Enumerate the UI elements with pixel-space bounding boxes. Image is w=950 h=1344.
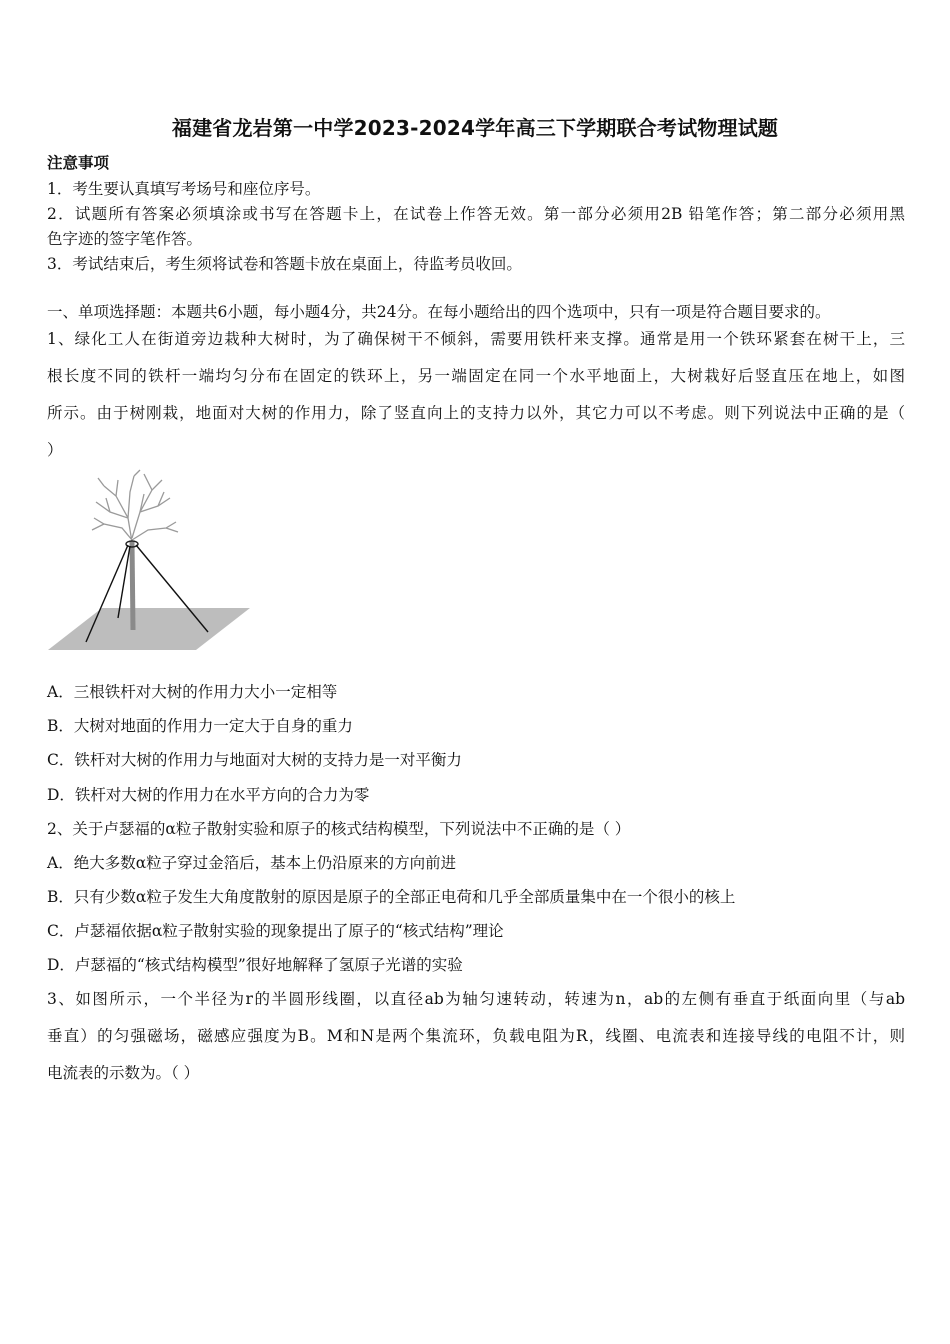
q1-option-a: A．三根铁杆对大树的作用力大小一定相等: [47, 683, 338, 701]
iron-rod-back: [118, 546, 130, 618]
tree-support-figure: [44, 468, 256, 656]
notice-item-1: 1．考生要认真填写考场号和座位序号。: [47, 180, 321, 198]
q2-option-d: D．卢瑟福的“核式结构模型”很好地解释了氢原子光谱的实验: [47, 956, 463, 974]
q1-line-2: 根长度不同的铁杆一端均匀分布在固定的铁环上，另一端固定在同一个水平地面上，大树栽好后竖直压在地上，如图: [47, 367, 905, 385]
tree-trunk: [132, 542, 133, 630]
q1-option-d: D．铁杆对大树的作用力在水平方向的合力为零: [47, 786, 370, 804]
notice-heading: 注意事项: [47, 153, 110, 172]
ground-plane: [48, 608, 250, 650]
tree-branches: [92, 470, 178, 542]
notice-item-2-cont: 色字迹的签字笔作答。: [47, 230, 203, 248]
q1-line-4: ）: [47, 441, 63, 459]
q2-option-b: B．只有少数α粒子发生大角度散射的原因是原子的全部正电荷和几乎全部质量集中在一个很小的核上: [47, 888, 736, 906]
q1-option-b: B．大树对地面的作用力一定大于自身的重力: [47, 717, 353, 735]
page-title: 福建省龙岩第一中学2023-2024学年高三下学期联合考试物理试题: [171, 116, 779, 140]
section1-heading: 一、单项选择题：本题共6小题，每小题4分，共24分。在每小题给出的四个选项中，只有一项是符合题目要求的。: [47, 303, 831, 321]
q2-option-c: C．卢瑟福依据α粒子散射实验的现象提出了原子的“核式结构”理论: [47, 922, 504, 940]
q1-option-c: C．铁杆对大树的作用力与地面对大树的支持力是一对平衡力: [47, 751, 462, 769]
q2-option-a: A．绝大多数α粒子穿过金箔后，基本上仍沿原来的方向前进: [47, 854, 457, 872]
q1-line-1: 1、绿化工人在街道旁边栽种大树时，为了确保树干不倾斜，需要用铁杆来支撑。通常是用一个铁环紧套在树干上，三: [47, 330, 905, 348]
q3-line-2: 垂直）的匀强磁场，磁感应强度为B。M和N是两个集流环，负载电阻为R，线圈、电流表和连接导线的电阻不计，则: [47, 1027, 905, 1045]
q1-line-3: 所示。由于树刚栽，地面对大树的作用力，除了竖直向上的支持力以外，其它力可以不考虑。则下列说法中正确的是（: [47, 404, 905, 422]
notice-item-2: 2．试题所有答案必须填涂或书写在答题卡上，在试卷上作答无效。第一部分必须用2B 铅笔作答；第二部分必须用黑: [47, 205, 905, 223]
q3-line-3: 电流表的示数为。（ ）: [47, 1064, 200, 1082]
tree-diagram: [44, 468, 256, 656]
notice-item-3: 3．考试结束后，考生须将试卷和答题卡放在桌面上，待监考员收回。: [47, 255, 522, 273]
q2-stem: 2、关于卢瑟福的α粒子散射实验和原子的核式结构模型，下列说法中不正确的是（ ）: [47, 820, 631, 838]
q3-line-1: 3、如图所示，一个半径为r的半圆形线圈，以直径ab为轴匀速转动，转速为n，ab的左侧有垂直于纸面向里（与ab: [47, 990, 905, 1008]
